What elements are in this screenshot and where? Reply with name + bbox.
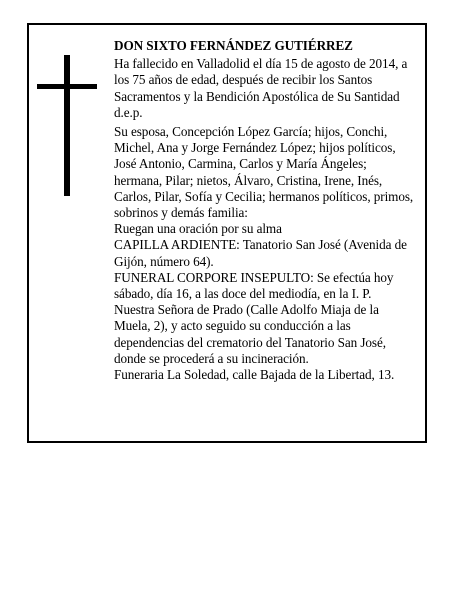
family-members: Su esposa, Concepción López García; hijos, Conchi, Michel, Ana y Jorge Fernández López; hijos políticos, José Antonio, Carmina, Carlos y María Ángeles; hermana, Pilar; nietos, Álvaro, Cristina, Irene, Inés, Carlos, Pilar, Sofía y Cecilia; hermanos políticos, primos, sobrinos y demás familia: [114,124,414,221]
death-information: Ha fallecido en Valladolid el día 15 de agosto de 2014, a los 75 años de edad, después de recibir los Santos Sacramentos y la Bendición Apostólica de Su Santidad [114,56,408,104]
funeral-information: FUNERAL CORPORE INSEPULTO: Se efectúa hoy sábado, día 16, a las doce del mediodía, en la I. P. Nuestra Señora de Prado (Calle Adolfo Miaja de la Muela, 2), y acto seguido su conducción a las dependencias del crematorio del Tanatorio San José, donde se procederá a su incineración. [114,269,394,366]
obituary-text [114,38,414,383]
cross-icon [37,55,97,196]
chapel-information: CAPILLA ARDIENTE: Tanatorio San José (Avenida de Gijón, número 64). [114,237,407,269]
cross-horizontal-bar [37,84,97,89]
funeral-home: Funeraria La Soledad, calle Bajada de la Libertad, 13. [114,367,395,383]
rip-abbreviation: d.e.p. [114,104,143,120]
deceased-name: DON SIXTO FERNÁNDEZ GUTIÉRREZ [114,38,353,53]
cross-vertical-bar [64,55,70,196]
prayer-request: Ruegan una oración por su alma [114,221,282,237]
